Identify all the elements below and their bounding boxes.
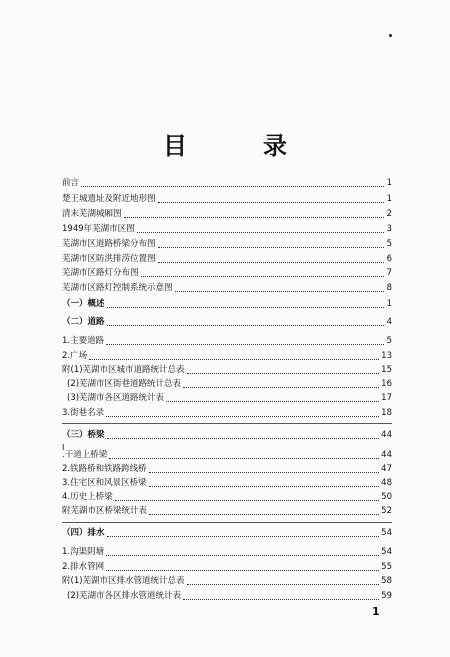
toc-label: 附(1)芜湖市区城市道路统计总表 bbox=[62, 365, 185, 375]
dot-leader bbox=[183, 599, 379, 600]
toc-entry[interactable] bbox=[62, 575, 392, 587]
toc-page-number: 47 bbox=[381, 464, 392, 474]
toc-label: 芜湖市区路灯分布图 bbox=[62, 268, 139, 278]
dot-leader bbox=[158, 247, 384, 248]
dot-leader bbox=[106, 570, 379, 571]
toc-page-number: 3 bbox=[386, 224, 392, 234]
dot-leader bbox=[175, 291, 384, 292]
toc-page-number: 50 bbox=[381, 492, 392, 502]
toc-label: 附芜湖市区桥梁统计表 bbox=[62, 506, 148, 516]
toc-label: 清末芜湖城厢图 bbox=[62, 209, 122, 219]
toc-entry[interactable] bbox=[62, 282, 392, 294]
toc-label: 2.广场 bbox=[62, 351, 88, 361]
toc-label: 前言 bbox=[62, 178, 80, 188]
dot-leader bbox=[106, 555, 379, 556]
toc-entry[interactable] bbox=[62, 407, 392, 419]
toc-label: 2.铁路桥和铁路跨线桥 bbox=[62, 464, 147, 474]
toc-page-number: 1 bbox=[386, 299, 392, 309]
dot-leader bbox=[124, 217, 384, 218]
dot-leader bbox=[106, 344, 384, 345]
dot-leader bbox=[149, 514, 379, 515]
toc-entry[interactable] bbox=[62, 267, 392, 279]
toc-page-number: 4 bbox=[386, 317, 392, 327]
ink-speck bbox=[389, 34, 392, 37]
toc-entry[interactable] bbox=[62, 477, 392, 489]
toc-entry[interactable] bbox=[62, 253, 392, 265]
toc-entry[interactable] bbox=[62, 208, 392, 220]
toc-page-number: 13 bbox=[381, 351, 392, 361]
toc-label: 芜湖市区路灯控制系统示意图 bbox=[62, 283, 173, 293]
toc-page-number: 16 bbox=[381, 379, 392, 389]
toc-label: （三）桥梁 bbox=[62, 430, 105, 440]
dot-leader bbox=[115, 500, 380, 501]
dot-leader bbox=[187, 584, 380, 585]
toc-label: 楚王城遗址及附近地形图 bbox=[62, 194, 156, 204]
toc-entry[interactable] bbox=[62, 546, 392, 558]
toc-entry[interactable] bbox=[62, 463, 392, 475]
toc-page-number: 44 bbox=[381, 430, 392, 440]
dot-leader bbox=[149, 486, 380, 487]
toc-entry[interactable] bbox=[62, 491, 392, 503]
toc-page-number: 1 bbox=[386, 178, 392, 188]
toc-entry[interactable] bbox=[62, 335, 392, 347]
toc-page-number: 5 bbox=[386, 336, 392, 346]
toc-label: 3.住宅区和风景区桥梁 bbox=[62, 478, 147, 488]
toc-page-number: 54 bbox=[381, 528, 392, 538]
toc-entry[interactable] bbox=[62, 177, 392, 189]
dot-leader bbox=[149, 472, 380, 473]
toc-page-number: 2 bbox=[386, 209, 392, 219]
toc-page-number: 58 bbox=[381, 576, 392, 586]
toc-label: 芜湖市区道路桥梁分布图 bbox=[62, 239, 156, 249]
toc-page-number: 1 bbox=[386, 194, 392, 204]
toc-label: 1949年芜湖市区图 bbox=[62, 224, 135, 234]
toc-label: 1.主要道路 bbox=[62, 336, 105, 346]
toc-label: (2)芜湖市各区排水管道统计表 bbox=[67, 591, 182, 601]
toc-section-roads[interactable] bbox=[62, 316, 392, 328]
toc-page-number: 5 bbox=[386, 239, 392, 249]
toc-entry[interactable] bbox=[62, 561, 392, 573]
dot-leader bbox=[158, 202, 384, 203]
dot-leader bbox=[166, 401, 379, 402]
toc-label: (3)芜湖市各区道路统计表 bbox=[67, 393, 165, 403]
toc-page-number: 7 bbox=[386, 268, 392, 278]
toc-section-bridges[interactable] bbox=[62, 429, 392, 441]
dot-leader bbox=[187, 373, 380, 374]
toc-label: （四）排水 bbox=[62, 528, 105, 538]
dot-leader bbox=[107, 536, 380, 537]
dot-leader bbox=[141, 276, 384, 277]
toc-entry[interactable] bbox=[62, 193, 392, 205]
toc-page-number: 48 bbox=[381, 478, 392, 488]
toc-entry[interactable] bbox=[62, 364, 392, 376]
toc-entry[interactable] bbox=[62, 238, 392, 250]
toc-page-number: 55 bbox=[381, 562, 392, 572]
toc-page-number: 6 bbox=[386, 254, 392, 264]
toc-page-number: 15 bbox=[381, 365, 392, 375]
toc-page-number: 17 bbox=[381, 393, 392, 403]
dot-leader bbox=[137, 232, 384, 233]
toc-label: 1.沟渠阴塘 bbox=[62, 547, 105, 557]
section-divider bbox=[62, 522, 392, 523]
toc-page-number: 52 bbox=[381, 506, 392, 516]
dot-leader bbox=[183, 387, 379, 388]
toc-entry[interactable] bbox=[62, 378, 392, 390]
toc-page-number: 44 bbox=[381, 450, 392, 460]
dot-leader bbox=[89, 359, 379, 360]
toc-section-drainage[interactable] bbox=[62, 527, 392, 539]
toc-label: 2.排水管网 bbox=[62, 562, 105, 572]
toc-entry[interactable] bbox=[62, 223, 392, 235]
toc-label: （一）概述 bbox=[62, 299, 105, 309]
stray-mark: I bbox=[62, 443, 65, 452]
toc-page-number: 59 bbox=[381, 591, 392, 601]
dot-leader bbox=[109, 458, 379, 459]
toc-page-number: 18 bbox=[381, 408, 392, 418]
toc-label: (2)芜湖市区街巷道路统计总表 bbox=[67, 379, 182, 389]
toc-entry[interactable] bbox=[62, 449, 392, 461]
toc-page-number: 8 bbox=[386, 283, 392, 293]
toc-entry[interactable] bbox=[62, 350, 392, 362]
toc-section-overview[interactable] bbox=[62, 298, 392, 310]
toc-label: 4.历史上桥梁 bbox=[62, 492, 113, 502]
toc-label: 附(1)芜湖市区排水管道统计总表 bbox=[62, 576, 185, 586]
dot-leader bbox=[107, 325, 384, 326]
toc-label: 芜湖市区防洪排涝位置图 bbox=[62, 254, 156, 264]
dot-leader bbox=[158, 262, 384, 263]
toc-label: 3.街巷名录 bbox=[62, 408, 105, 418]
toc-entry[interactable] bbox=[62, 392, 392, 404]
toc-label: .干道上桥梁 bbox=[62, 450, 108, 460]
toc-label: （二）道路 bbox=[62, 317, 105, 327]
dot-leader bbox=[107, 307, 384, 308]
dot-leader bbox=[107, 438, 380, 439]
section-divider bbox=[62, 423, 392, 424]
toc-entry[interactable] bbox=[62, 590, 392, 602]
toc-entry[interactable] bbox=[62, 505, 392, 517]
dot-leader bbox=[81, 186, 384, 187]
page-number: 1 bbox=[372, 605, 380, 618]
dot-leader bbox=[106, 416, 379, 417]
page-title: 目 录 bbox=[163, 132, 313, 160]
toc-page-number: 54 bbox=[381, 547, 392, 557]
